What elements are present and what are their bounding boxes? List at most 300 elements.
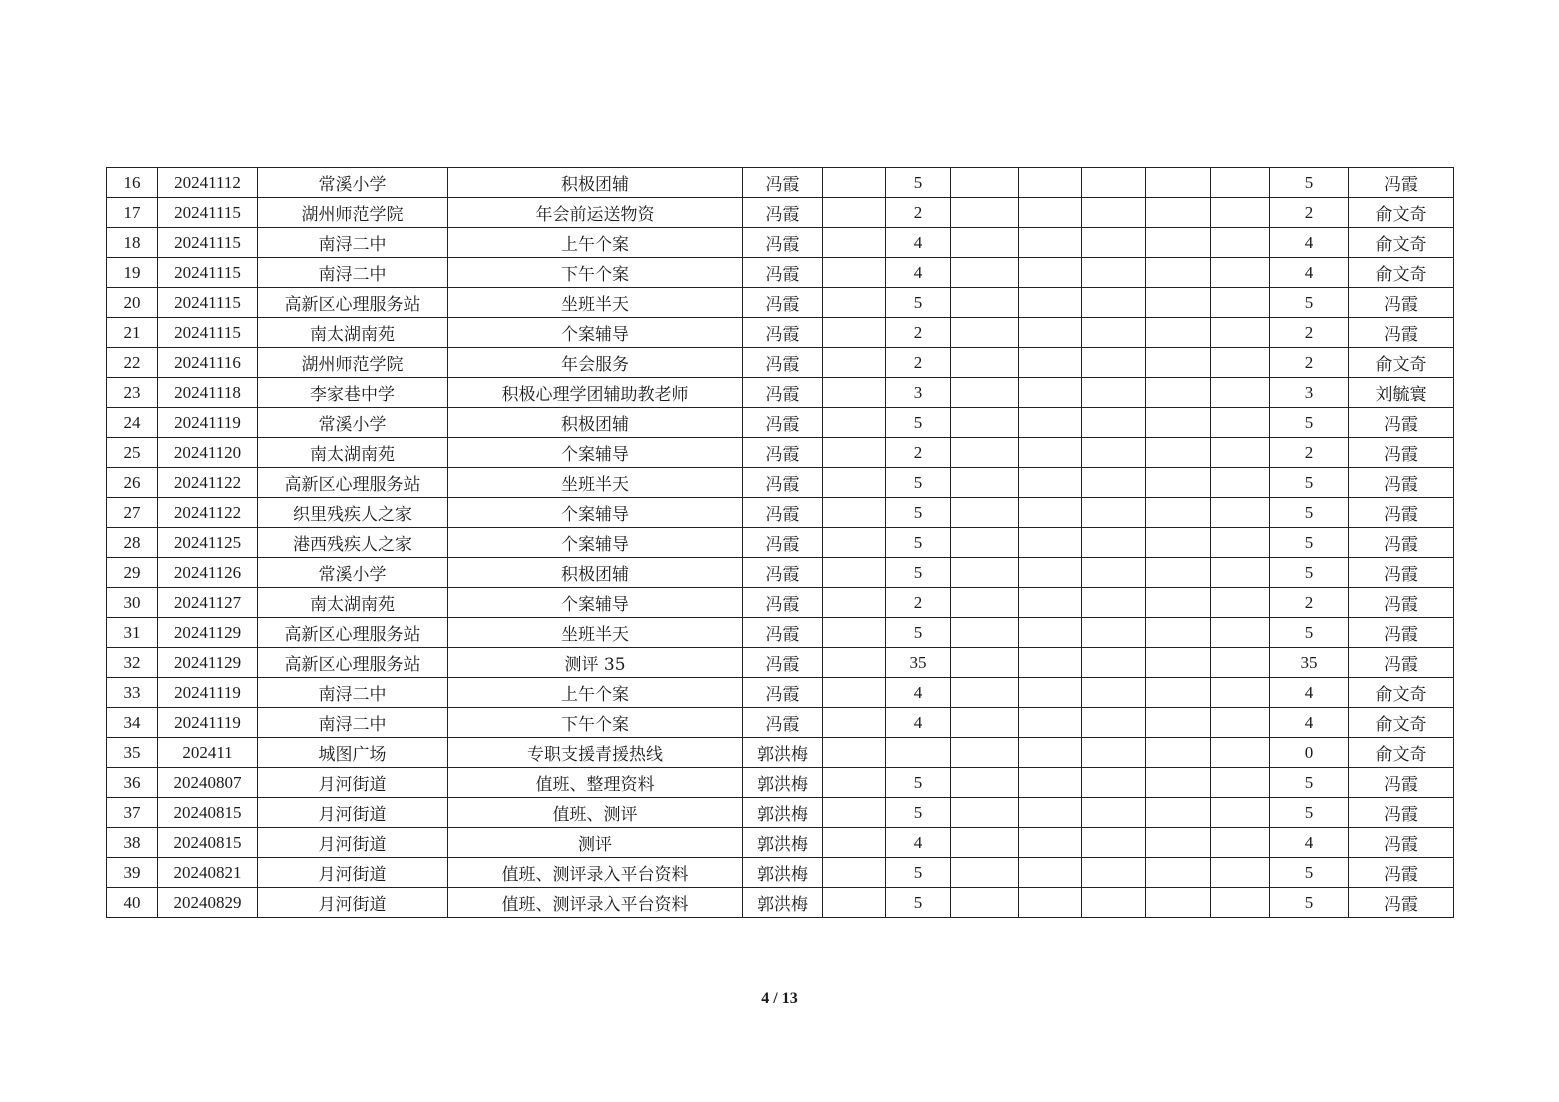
hours-cell: 2 [886, 588, 951, 618]
location-cell: 高新区心理服务站 [258, 648, 448, 678]
hours-cell: 5 [886, 858, 951, 888]
empty-cell [1082, 708, 1146, 738]
location-cell: 高新区心理服务站 [258, 468, 448, 498]
verifier-cell: 冯霞 [1349, 768, 1454, 798]
row-number-cell: 25 [107, 438, 158, 468]
table-row [107, 318, 1454, 348]
empty-cell [1211, 528, 1270, 558]
volunteer-cell: 冯霞 [743, 408, 823, 438]
empty-cell [1146, 618, 1211, 648]
volunteer-cell: 冯霞 [743, 378, 823, 408]
empty-cell [951, 708, 1019, 738]
activity-cell: 上午个案 [448, 228, 743, 258]
verifier-cell: 俞文奇 [1349, 198, 1454, 228]
row-number-cell: 22 [107, 348, 158, 378]
empty-cell [1019, 168, 1082, 198]
empty-cell [951, 408, 1019, 438]
empty-cell [823, 318, 886, 348]
empty-cell [1082, 468, 1146, 498]
activity-cell: 个案辅导 [448, 528, 743, 558]
volunteer-hours-table [106, 167, 1454, 918]
verifier-cell: 刘毓寰 [1349, 378, 1454, 408]
location-cell: 月河街道 [258, 798, 448, 828]
empty-cell [1146, 318, 1211, 348]
empty-cell [1082, 828, 1146, 858]
date-cell: 20241112 [158, 168, 258, 198]
empty-cell [1019, 648, 1082, 678]
hours-cell: 5 [886, 168, 951, 198]
hours-cell: 4 [886, 828, 951, 858]
row-number-cell: 32 [107, 648, 158, 678]
empty-cell [1146, 648, 1211, 678]
activity-cell: 积极心理学团辅助教老师 [448, 378, 743, 408]
activity-cell: 坐班半天 [448, 468, 743, 498]
total-hours-cell: 0 [1270, 738, 1349, 768]
hours-cell: 4 [886, 228, 951, 258]
activity-cell: 积极团辅 [448, 558, 743, 588]
date-cell: 20241129 [158, 618, 258, 648]
empty-cell [1146, 858, 1211, 888]
verifier-cell: 俞文奇 [1349, 708, 1454, 738]
table-row [107, 498, 1454, 528]
location-cell: 南浔二中 [258, 258, 448, 288]
empty-cell [1019, 198, 1082, 228]
row-number-cell: 23 [107, 378, 158, 408]
empty-cell [1211, 558, 1270, 588]
empty-cell [1146, 768, 1211, 798]
empty-cell [823, 498, 886, 528]
empty-cell [951, 438, 1019, 468]
empty-cell [1019, 828, 1082, 858]
empty-cell [1082, 438, 1146, 468]
empty-cell [1211, 648, 1270, 678]
total-hours-cell: 3 [1270, 378, 1349, 408]
empty-cell [1082, 198, 1146, 228]
verifier-cell: 俞文奇 [1349, 228, 1454, 258]
date-cell: 20241120 [158, 438, 258, 468]
activity-cell: 年会前运送物资 [448, 198, 743, 228]
hours-cell: 4 [886, 678, 951, 708]
table-row [107, 678, 1454, 708]
hours-cell: 5 [886, 288, 951, 318]
row-number-cell: 36 [107, 768, 158, 798]
empty-cell [951, 198, 1019, 228]
empty-cell [1211, 828, 1270, 858]
empty-cell [951, 258, 1019, 288]
hours-cell: 2 [886, 198, 951, 228]
total-hours-cell: 5 [1270, 768, 1349, 798]
total-hours-cell: 35 [1270, 648, 1349, 678]
empty-cell [951, 228, 1019, 258]
empty-cell [951, 558, 1019, 588]
date-cell: 20241127 [158, 588, 258, 618]
row-number-cell: 40 [107, 888, 158, 918]
empty-cell [1211, 468, 1270, 498]
empty-cell [1082, 168, 1146, 198]
empty-cell [1082, 738, 1146, 768]
verifier-cell: 冯霞 [1349, 468, 1454, 498]
empty-cell [1082, 888, 1146, 918]
volunteer-cell: 郭洪梅 [743, 768, 823, 798]
empty-cell [823, 378, 886, 408]
empty-cell [951, 168, 1019, 198]
volunteer-cell: 冯霞 [743, 558, 823, 588]
empty-cell [1082, 618, 1146, 648]
empty-cell [951, 468, 1019, 498]
empty-cell [951, 858, 1019, 888]
hours-cell: 2 [886, 438, 951, 468]
volunteer-cell: 郭洪梅 [743, 798, 823, 828]
empty-cell [823, 468, 886, 498]
location-cell: 南太湖南苑 [258, 588, 448, 618]
empty-cell [1211, 228, 1270, 258]
empty-cell [823, 798, 886, 828]
empty-cell [1146, 498, 1211, 528]
date-cell: 20240815 [158, 828, 258, 858]
empty-cell [823, 648, 886, 678]
activity-cell: 坐班半天 [448, 288, 743, 318]
table-row [107, 588, 1454, 618]
location-cell: 高新区心理服务站 [258, 288, 448, 318]
empty-cell [1211, 858, 1270, 888]
empty-cell [1146, 888, 1211, 918]
total-hours-cell: 5 [1270, 618, 1349, 648]
date-cell: 20241115 [158, 258, 258, 288]
row-number-cell: 38 [107, 828, 158, 858]
verifier-cell: 俞文奇 [1349, 258, 1454, 288]
empty-cell [1211, 618, 1270, 648]
total-hours-cell: 2 [1270, 438, 1349, 468]
table-row [107, 408, 1454, 438]
total-hours-cell: 5 [1270, 528, 1349, 558]
empty-cell [1082, 678, 1146, 708]
date-cell: 20241119 [158, 678, 258, 708]
activity-cell: 个案辅导 [448, 588, 743, 618]
verifier-cell: 俞文奇 [1349, 738, 1454, 768]
volunteer-cell: 冯霞 [743, 588, 823, 618]
date-cell: 20241129 [158, 648, 258, 678]
location-cell: 南太湖南苑 [258, 318, 448, 348]
empty-cell [1211, 888, 1270, 918]
date-cell: 20241122 [158, 468, 258, 498]
empty-cell [951, 648, 1019, 678]
row-number-cell: 20 [107, 288, 158, 318]
table-row [107, 768, 1454, 798]
empty-cell [1019, 888, 1082, 918]
empty-cell [1082, 378, 1146, 408]
row-number-cell: 30 [107, 588, 158, 618]
verifier-cell: 冯霞 [1349, 318, 1454, 348]
volunteer-cell: 冯霞 [743, 708, 823, 738]
total-hours-cell: 5 [1270, 468, 1349, 498]
table-row [107, 738, 1454, 768]
activity-cell: 测评 35 [448, 648, 743, 678]
empty-cell [1019, 528, 1082, 558]
row-number-cell: 19 [107, 258, 158, 288]
total-hours-cell: 4 [1270, 708, 1349, 738]
empty-cell [1211, 588, 1270, 618]
empty-cell [1211, 408, 1270, 438]
empty-cell [1146, 798, 1211, 828]
empty-cell [951, 288, 1019, 318]
empty-cell [951, 738, 1019, 768]
hours-cell: 3 [886, 378, 951, 408]
volunteer-cell: 冯霞 [743, 258, 823, 288]
empty-cell [951, 528, 1019, 558]
empty-cell [1146, 468, 1211, 498]
empty-cell [1019, 618, 1082, 648]
table-row [107, 228, 1454, 258]
activity-cell: 下午个案 [448, 708, 743, 738]
location-cell: 南浔二中 [258, 678, 448, 708]
empty-cell [1019, 708, 1082, 738]
empty-cell [1211, 258, 1270, 288]
date-cell: 20240829 [158, 888, 258, 918]
empty-cell [1082, 798, 1146, 828]
empty-cell [1146, 828, 1211, 858]
empty-cell [1019, 738, 1082, 768]
empty-cell [1019, 288, 1082, 318]
empty-cell [951, 828, 1019, 858]
volunteer-cell: 冯霞 [743, 498, 823, 528]
hours-cell [886, 738, 951, 768]
activity-cell: 年会服务 [448, 348, 743, 378]
location-cell: 城图广场 [258, 738, 448, 768]
hours-cell: 5 [886, 888, 951, 918]
location-cell: 南浔二中 [258, 708, 448, 738]
row-number-cell: 21 [107, 318, 158, 348]
empty-cell [1146, 378, 1211, 408]
empty-cell [1082, 288, 1146, 318]
empty-cell [823, 258, 886, 288]
table-row [107, 378, 1454, 408]
empty-cell [1211, 348, 1270, 378]
activity-cell: 积极团辅 [448, 408, 743, 438]
verifier-cell: 冯霞 [1349, 648, 1454, 678]
location-cell: 湖州师范学院 [258, 198, 448, 228]
volunteer-cell: 郭洪梅 [743, 738, 823, 768]
empty-cell [1082, 498, 1146, 528]
verifier-cell: 冯霞 [1349, 558, 1454, 588]
table-row [107, 198, 1454, 228]
empty-cell [823, 228, 886, 258]
table-row [107, 528, 1454, 558]
empty-cell [1211, 498, 1270, 528]
date-cell: 20241115 [158, 198, 258, 228]
activity-cell: 值班、整理资料 [448, 768, 743, 798]
empty-cell [951, 888, 1019, 918]
activity-cell: 值班、测评录入平台资料 [448, 888, 743, 918]
empty-cell [951, 798, 1019, 828]
verifier-cell: 俞文奇 [1349, 348, 1454, 378]
location-cell: 港西残疾人之家 [258, 528, 448, 558]
empty-cell [1146, 288, 1211, 318]
empty-cell [1082, 228, 1146, 258]
hours-cell: 5 [886, 768, 951, 798]
empty-cell [1019, 348, 1082, 378]
location-cell: 常溪小学 [258, 408, 448, 438]
location-cell: 李家巷中学 [258, 378, 448, 408]
volunteer-cell: 冯霞 [743, 228, 823, 258]
volunteer-cell: 郭洪梅 [743, 888, 823, 918]
empty-cell [1082, 408, 1146, 438]
empty-cell [823, 888, 886, 918]
hours-cell: 35 [886, 648, 951, 678]
empty-cell [823, 168, 886, 198]
activity-cell: 上午个案 [448, 678, 743, 708]
date-cell: 20241126 [158, 558, 258, 588]
total-hours-cell: 4 [1270, 228, 1349, 258]
location-cell: 月河街道 [258, 828, 448, 858]
volunteer-cell: 冯霞 [743, 678, 823, 708]
empty-cell [951, 348, 1019, 378]
activity-cell: 下午个案 [448, 258, 743, 288]
empty-cell [1019, 408, 1082, 438]
empty-cell [1082, 348, 1146, 378]
empty-cell [951, 678, 1019, 708]
empty-cell [1146, 738, 1211, 768]
date-cell: 20241122 [158, 498, 258, 528]
empty-cell [1211, 168, 1270, 198]
location-cell: 织里残疾人之家 [258, 498, 448, 528]
verifier-cell: 冯霞 [1349, 168, 1454, 198]
empty-cell [951, 378, 1019, 408]
date-cell: 20241119 [158, 708, 258, 738]
empty-cell [951, 588, 1019, 618]
volunteer-cell: 冯霞 [743, 288, 823, 318]
empty-cell [1019, 558, 1082, 588]
location-cell: 月河街道 [258, 858, 448, 888]
empty-cell [823, 858, 886, 888]
activity-cell: 坐班半天 [448, 618, 743, 648]
activity-cell: 测评 [448, 828, 743, 858]
hours-cell: 5 [886, 528, 951, 558]
total-hours-cell: 5 [1270, 498, 1349, 528]
empty-cell [823, 198, 886, 228]
empty-cell [823, 828, 886, 858]
total-hours-cell: 5 [1270, 558, 1349, 588]
verifier-cell: 冯霞 [1349, 588, 1454, 618]
total-hours-cell: 5 [1270, 408, 1349, 438]
empty-cell [1019, 498, 1082, 528]
hours-cell: 5 [886, 498, 951, 528]
empty-cell [1082, 558, 1146, 588]
empty-cell [823, 438, 886, 468]
date-cell: 20241116 [158, 348, 258, 378]
empty-cell [1211, 438, 1270, 468]
table-row [107, 888, 1454, 918]
empty-cell [1082, 528, 1146, 558]
empty-cell [1019, 318, 1082, 348]
empty-cell [1019, 228, 1082, 258]
row-number-cell: 31 [107, 618, 158, 648]
date-cell: 20240821 [158, 858, 258, 888]
hours-cell: 4 [886, 708, 951, 738]
date-cell: 20240815 [158, 798, 258, 828]
row-number-cell: 18 [107, 228, 158, 258]
table-row [107, 438, 1454, 468]
empty-cell [823, 558, 886, 588]
empty-cell [823, 708, 886, 738]
volunteer-cell: 冯霞 [743, 198, 823, 228]
date-cell: 20241115 [158, 318, 258, 348]
date-cell: 20241118 [158, 378, 258, 408]
empty-cell [1082, 648, 1146, 678]
activity-cell: 个案辅导 [448, 498, 743, 528]
table-row [107, 858, 1454, 888]
total-hours-cell: 5 [1270, 858, 1349, 888]
volunteer-cell: 冯霞 [743, 648, 823, 678]
table-row [107, 648, 1454, 678]
date-cell: 20241115 [158, 288, 258, 318]
empty-cell [1211, 678, 1270, 708]
empty-cell [1019, 468, 1082, 498]
location-cell: 南太湖南苑 [258, 438, 448, 468]
row-number-cell: 24 [107, 408, 158, 438]
verifier-cell: 冯霞 [1349, 528, 1454, 558]
hours-cell: 5 [886, 558, 951, 588]
empty-cell [1146, 528, 1211, 558]
hours-cell: 5 [886, 408, 951, 438]
empty-cell [823, 768, 886, 798]
verifier-cell: 冯霞 [1349, 438, 1454, 468]
volunteer-cell: 郭洪梅 [743, 828, 823, 858]
activity-cell: 专职支援青援热线 [448, 738, 743, 768]
total-hours-cell: 5 [1270, 888, 1349, 918]
verifier-cell: 冯霞 [1349, 618, 1454, 648]
table-row [107, 558, 1454, 588]
empty-cell [1211, 378, 1270, 408]
empty-cell [1019, 438, 1082, 468]
empty-cell [1019, 768, 1082, 798]
table-row [107, 348, 1454, 378]
row-number-cell: 35 [107, 738, 158, 768]
empty-cell [1146, 558, 1211, 588]
hours-cell: 4 [886, 258, 951, 288]
row-number-cell: 17 [107, 198, 158, 228]
total-hours-cell: 4 [1270, 828, 1349, 858]
empty-cell [1019, 258, 1082, 288]
verifier-cell: 冯霞 [1349, 498, 1454, 528]
table-row [107, 468, 1454, 498]
empty-cell [823, 678, 886, 708]
table-body [107, 168, 1454, 918]
activity-cell: 值班、测评录入平台资料 [448, 858, 743, 888]
empty-cell [1146, 348, 1211, 378]
empty-cell [823, 618, 886, 648]
verifier-cell: 冯霞 [1349, 288, 1454, 318]
activity-cell: 个案辅导 [448, 318, 743, 348]
empty-cell [951, 618, 1019, 648]
verifier-cell: 冯霞 [1349, 828, 1454, 858]
activity-cell: 积极团辅 [448, 168, 743, 198]
table-row [107, 708, 1454, 738]
empty-cell [1019, 858, 1082, 888]
volunteer-cell: 冯霞 [743, 528, 823, 558]
empty-cell [1211, 768, 1270, 798]
location-cell: 高新区心理服务站 [258, 618, 448, 648]
empty-cell [1146, 408, 1211, 438]
empty-cell [823, 288, 886, 318]
location-cell: 南浔二中 [258, 228, 448, 258]
activity-cell: 值班、测评 [448, 798, 743, 828]
volunteer-cell: 冯霞 [743, 318, 823, 348]
table-row [107, 258, 1454, 288]
location-cell: 月河街道 [258, 768, 448, 798]
total-hours-cell: 2 [1270, 588, 1349, 618]
verifier-cell: 冯霞 [1349, 858, 1454, 888]
table-row [107, 828, 1454, 858]
